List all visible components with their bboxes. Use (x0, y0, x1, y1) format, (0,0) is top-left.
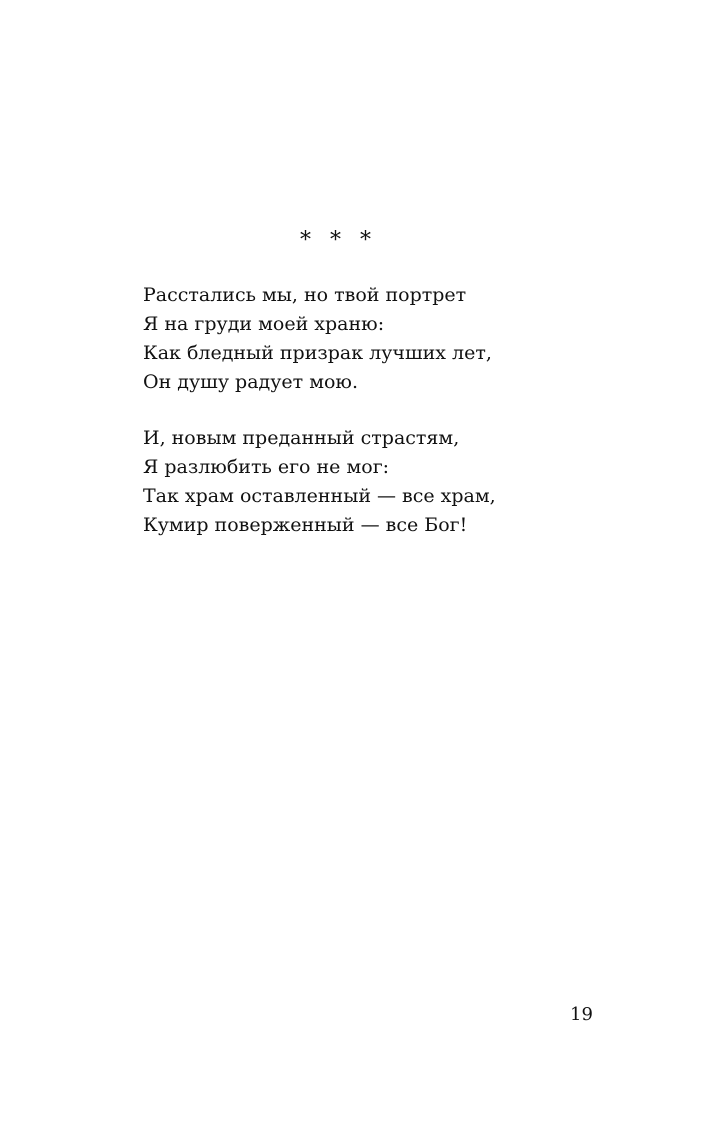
poem-line: Как бледный призрак лучших лет, (143, 342, 492, 364)
poem-line: Расстались мы, но твой портрет (143, 284, 467, 306)
poem-line: Я на груди моей храню: (143, 313, 385, 335)
poem-line: Я разлюбить его не мог: (143, 456, 390, 478)
poem-separator: * * * (300, 228, 377, 253)
page-number: 19 (570, 1004, 593, 1025)
poem-stanza-2 (143, 424, 583, 540)
poem-stanza-1 (143, 281, 583, 397)
poem-line: И, новым преданный страстям, (143, 427, 460, 449)
poem-line: Он душу радует мою. (143, 371, 359, 393)
poem-line: Так храм оставленный — все храм, (143, 485, 496, 507)
poem-line: Кумир поверженный — все Бог! (143, 514, 468, 536)
